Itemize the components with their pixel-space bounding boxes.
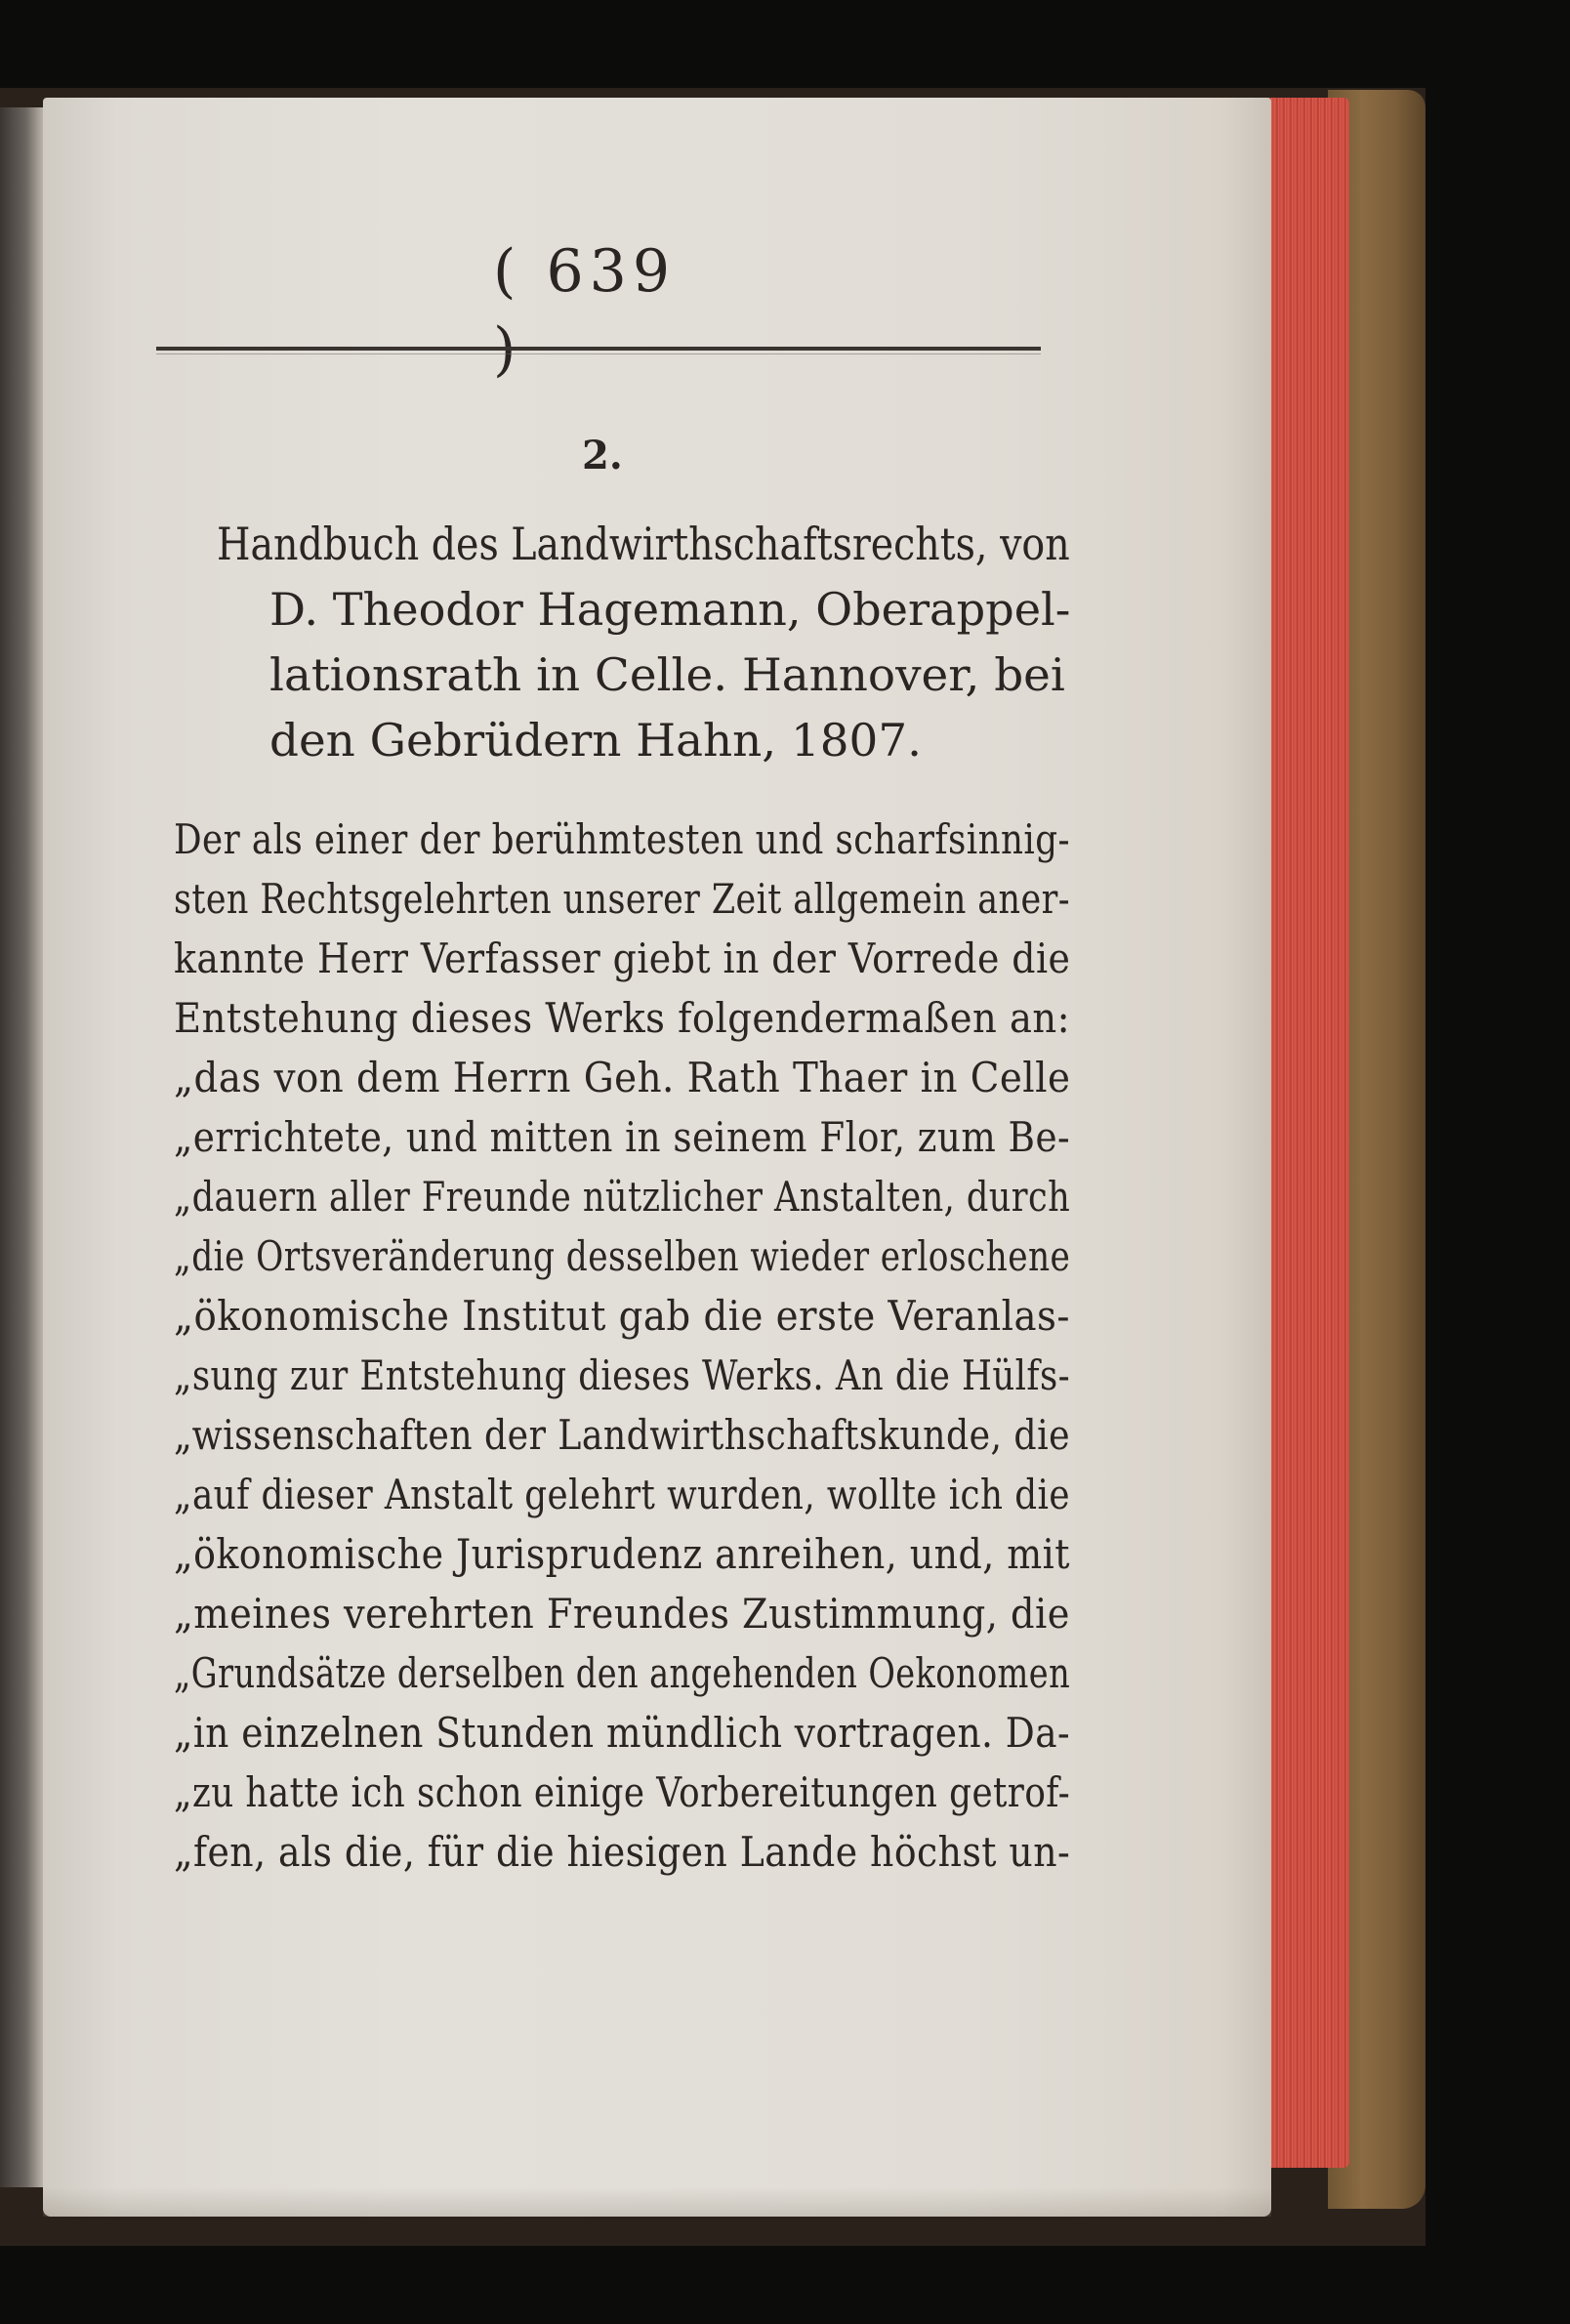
body-line: kannte Herr Verfasser giebt in der Vorrede die <box>174 934 1071 982</box>
red-page-edges <box>1265 98 1349 2168</box>
left-page-sliver <box>0 107 43 2187</box>
heading-line: D. Theodor Hagemann, Oberappel- <box>269 583 1071 636</box>
heading-line: Handbuch des Landwirthschaftsrechts, von <box>217 518 1070 570</box>
header-rule <box>156 347 1041 351</box>
body-line: „dauern aller Freunde nützlicher Anstalten, durch <box>174 1173 1071 1221</box>
body-line: „errichtete, und mitten in seinem Flor, zum Be- <box>174 1113 1071 1161</box>
body-line: „ökonomische Jurisprudenz anreihen, und, mit <box>174 1530 1070 1578</box>
body-line: „zu hatte ich schon einige Vorbereitungen getrof- <box>174 1768 1071 1816</box>
body-line: sten Rechtsgelehrten unserer Zeit allgemein aner- <box>174 875 1070 923</box>
body-line: „die Ortsveränderung desselben wieder erloschene <box>174 1232 1071 1280</box>
body-line: „das von dem Herrn Geh. Rath Thaer in Celle <box>174 1054 1071 1101</box>
page-number: ( 639 <box>493 237 677 306</box>
body-line: „sung zur Entstehung dieses Werks. An die Hülfs- <box>174 1351 1071 1399</box>
body-line: „Grundsätze derselben den angehenden Oekonomen <box>174 1649 1071 1697</box>
body-line: „in einzelnen Stunden mündlich vortragen. Da- <box>174 1709 1071 1757</box>
body-line: „auf dieser Anstalt gelehrt wurden, wollte ich die <box>174 1471 1070 1518</box>
heading-line: lationsrath in Celle. Hannover, bei <box>269 648 1065 701</box>
header-rule-shadow <box>156 353 1041 354</box>
body-line: „fen, als die, für die hiesigen Lande höchst un- <box>174 1828 1071 1876</box>
body-line: „wissenschaften der Landwirthschaftskunde, die <box>174 1411 1070 1459</box>
section-number: 2. <box>582 433 623 478</box>
heading-line: den Gebrüdern Hahn, 1807. <box>269 714 922 767</box>
body-line: Der als einer der berühmtesten und scharfsinnig- <box>174 815 1071 863</box>
body-line: „meines verehrten Freundes Zustimmung, die <box>174 1590 1070 1638</box>
body-line: Entstehung dieses Werks folgendermaßen an: <box>174 994 1071 1042</box>
body-line: „ökonomische Institut gab die erste Veranlas- <box>174 1292 1070 1340</box>
